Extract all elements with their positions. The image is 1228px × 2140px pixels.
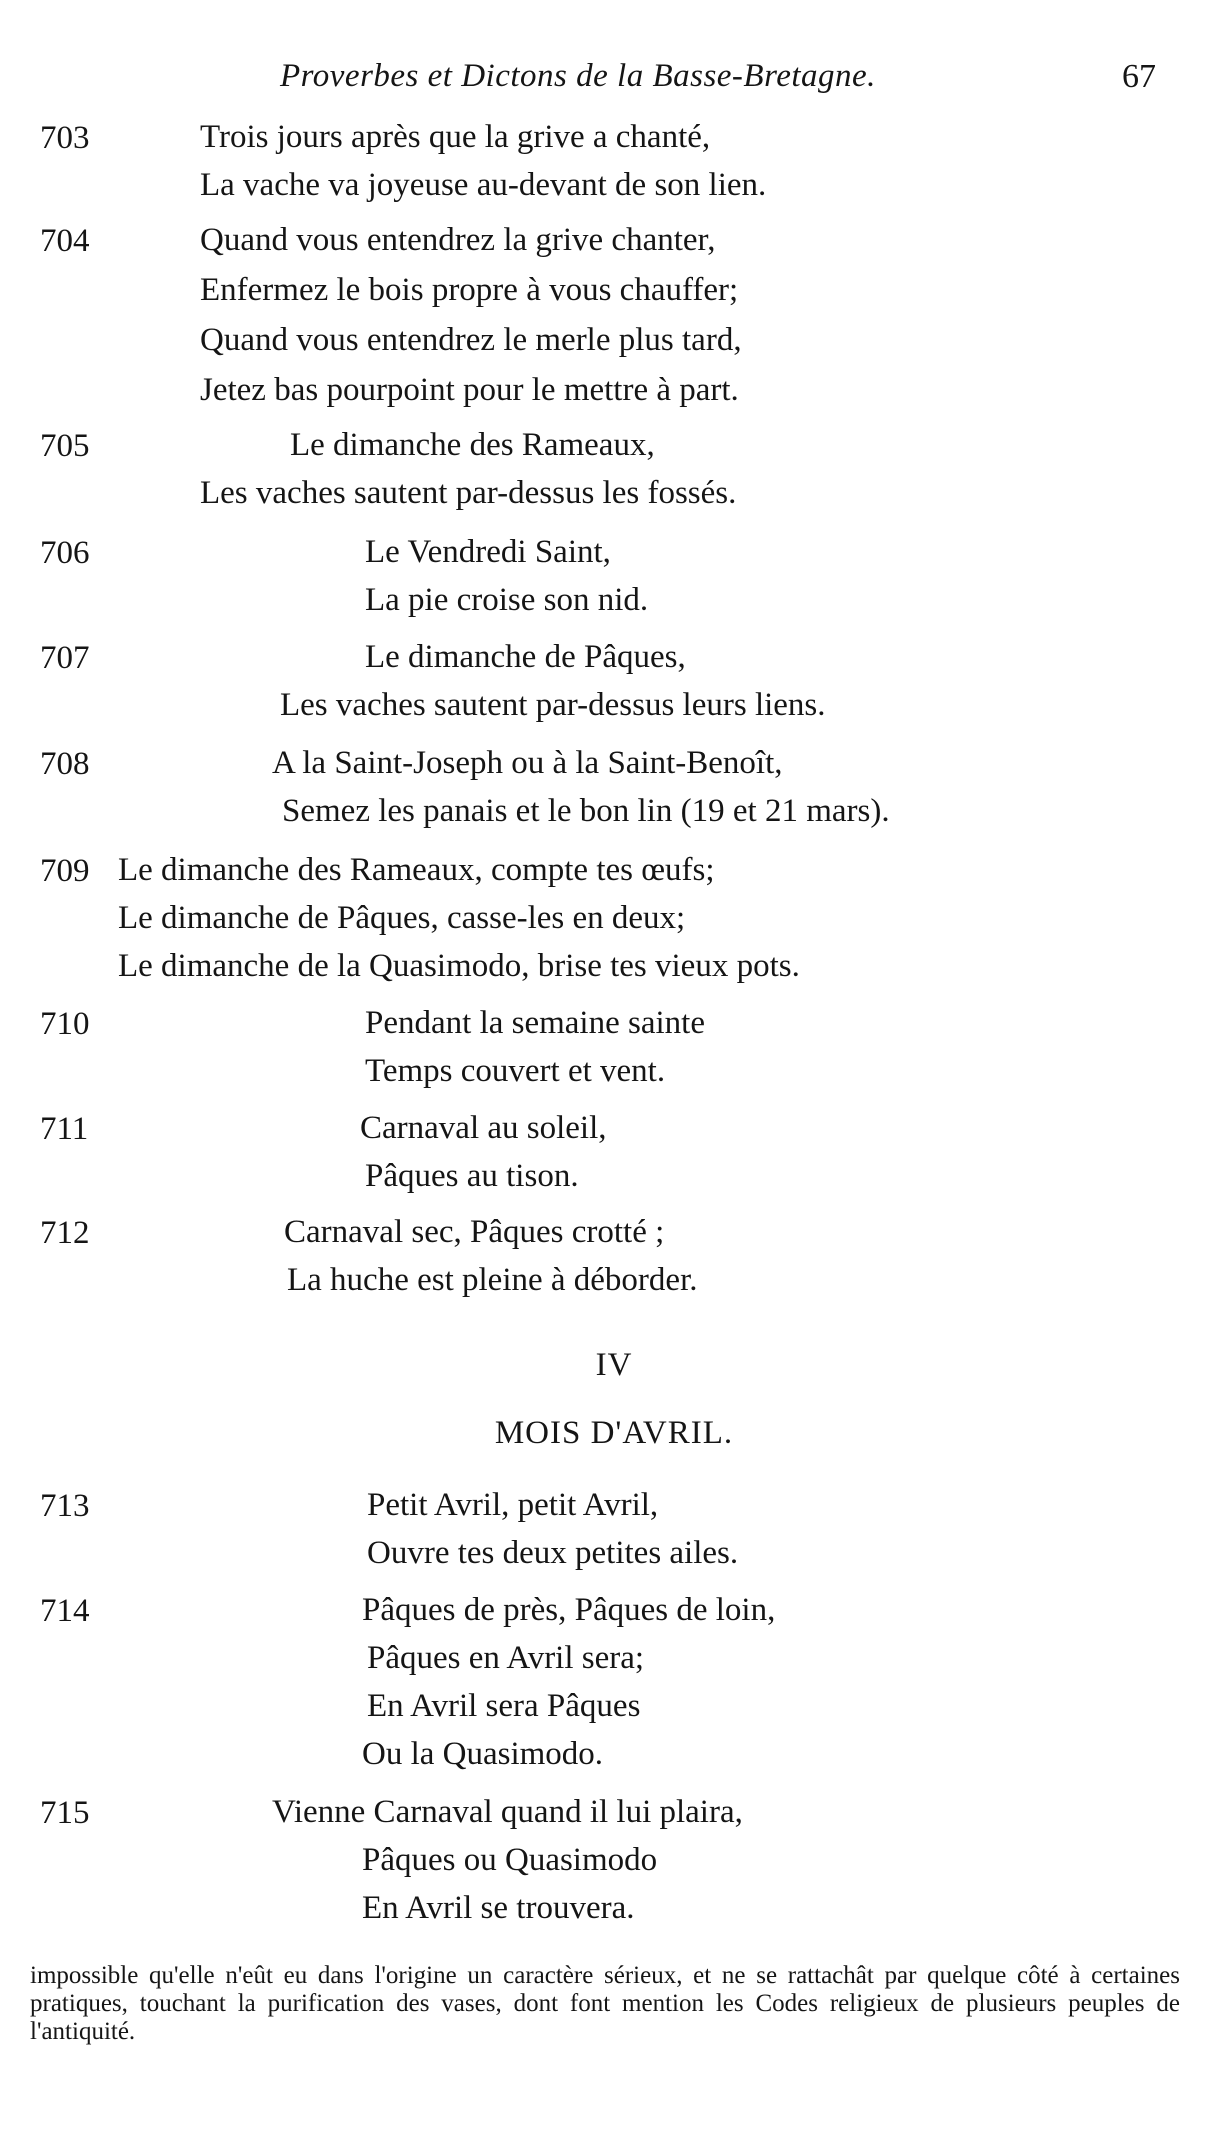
proverb-line: Carnaval au soleil, [360, 1110, 607, 1146]
proverb-number: 708 [40, 746, 90, 782]
proverb-number: 703 [40, 120, 90, 156]
proverb-line: Le dimanche de Pâques, [365, 639, 686, 675]
proverb-line: Ou la Quasimodo. [362, 1736, 604, 1772]
proverb-line: Petit Avril, petit Avril, [367, 1487, 659, 1523]
proverb-line: Temps couvert et vent. [365, 1053, 666, 1089]
proverb-line: Pâques au tison. [365, 1158, 579, 1194]
proverb-line: En Avril sera Pâques [367, 1688, 641, 1724]
proverb-line: Pâques ou Quasimodo [362, 1842, 658, 1878]
proverb-number: 707 [40, 640, 90, 676]
proverb-line: Le dimanche de la Quasimodo, brise tes vieux pots. [118, 948, 800, 984]
page-number: 67 [1122, 58, 1156, 95]
proverb-line: Jetez bas pourpoint pour le mettre à part. [200, 372, 739, 408]
proverb-number: 709 [40, 853, 90, 889]
proverb-line: Trois jours après que la grive a chanté, [200, 119, 711, 155]
proverb-line: Le dimanche des Rameaux, compte tes œufs; [118, 852, 715, 888]
proverb-line: La huche est pleine à déborder. [287, 1262, 698, 1298]
proverb-line: Quand vous entendrez le merle plus tard, [200, 322, 742, 358]
proverb-number: 711 [40, 1111, 89, 1147]
proverb-line: Vienne Carnaval quand il lui plaira, [272, 1794, 743, 1830]
running-title: Proverbes et Dictons de la Basse-Bretagne. [280, 58, 876, 94]
proverb-number: 705 [40, 428, 90, 464]
proverb-number: 710 [40, 1006, 90, 1042]
proverb-number: 706 [40, 535, 90, 571]
footnote: impossible qu'elle n'eût eu dans l'origine un caractère sérieux, et ne se rattachât par quelque côté à certaines pratiques, touchant la purification des vases, dont font mention les Codes religieux de plusieurs peuples de l'antiquité. [30, 1962, 1180, 2045]
proverb-line: Quand vous entendrez la grive chanter, [200, 222, 716, 258]
proverb-number: 715 [40, 1795, 90, 1831]
proverb-line: Enfermez le bois propre à vous chauffer; [200, 272, 739, 308]
proverb-number: 712 [40, 1215, 90, 1251]
section-title: MOIS D'AVRIL. [494, 1415, 734, 1451]
proverb-line: Les vaches sautent par-dessus les fossés. [200, 475, 737, 511]
proverb-line: A la Saint-Joseph ou à la Saint-Benoît, [272, 745, 783, 781]
proverb-line: Pâques en Avril sera; [367, 1640, 645, 1676]
proverb-line: Pendant la semaine sainte [365, 1005, 705, 1041]
proverb-line: Ouvre tes deux petites ailes. [367, 1535, 739, 1571]
proverb-number: 714 [40, 1593, 90, 1629]
proverb-line: En Avril se trouvera. [362, 1890, 635, 1926]
proverb-line: Semez les panais et le bon lin (19 et 21 mars). [282, 793, 890, 829]
proverb-line: Le dimanche de Pâques, casse-les en deux; [118, 900, 686, 936]
proverb-line: Pâques de près, Pâques de loin, [362, 1592, 776, 1628]
proverb-line: Le Vendredi Saint, [365, 534, 611, 570]
proverb-line: La pie croise son nid. [365, 582, 649, 618]
proverb-line: Les vaches sautent par-dessus leurs liens. [280, 687, 826, 723]
proverb-number: 704 [40, 223, 90, 259]
proverb-number: 713 [40, 1488, 90, 1524]
proverb-line: Carnaval sec, Pâques crotté ; [284, 1214, 665, 1250]
proverb-line: La vache va joyeuse au-devant de son lien. [200, 167, 767, 203]
proverb-line: Le dimanche des Rameaux, [290, 427, 655, 463]
section-numeral: IV [595, 1347, 633, 1383]
